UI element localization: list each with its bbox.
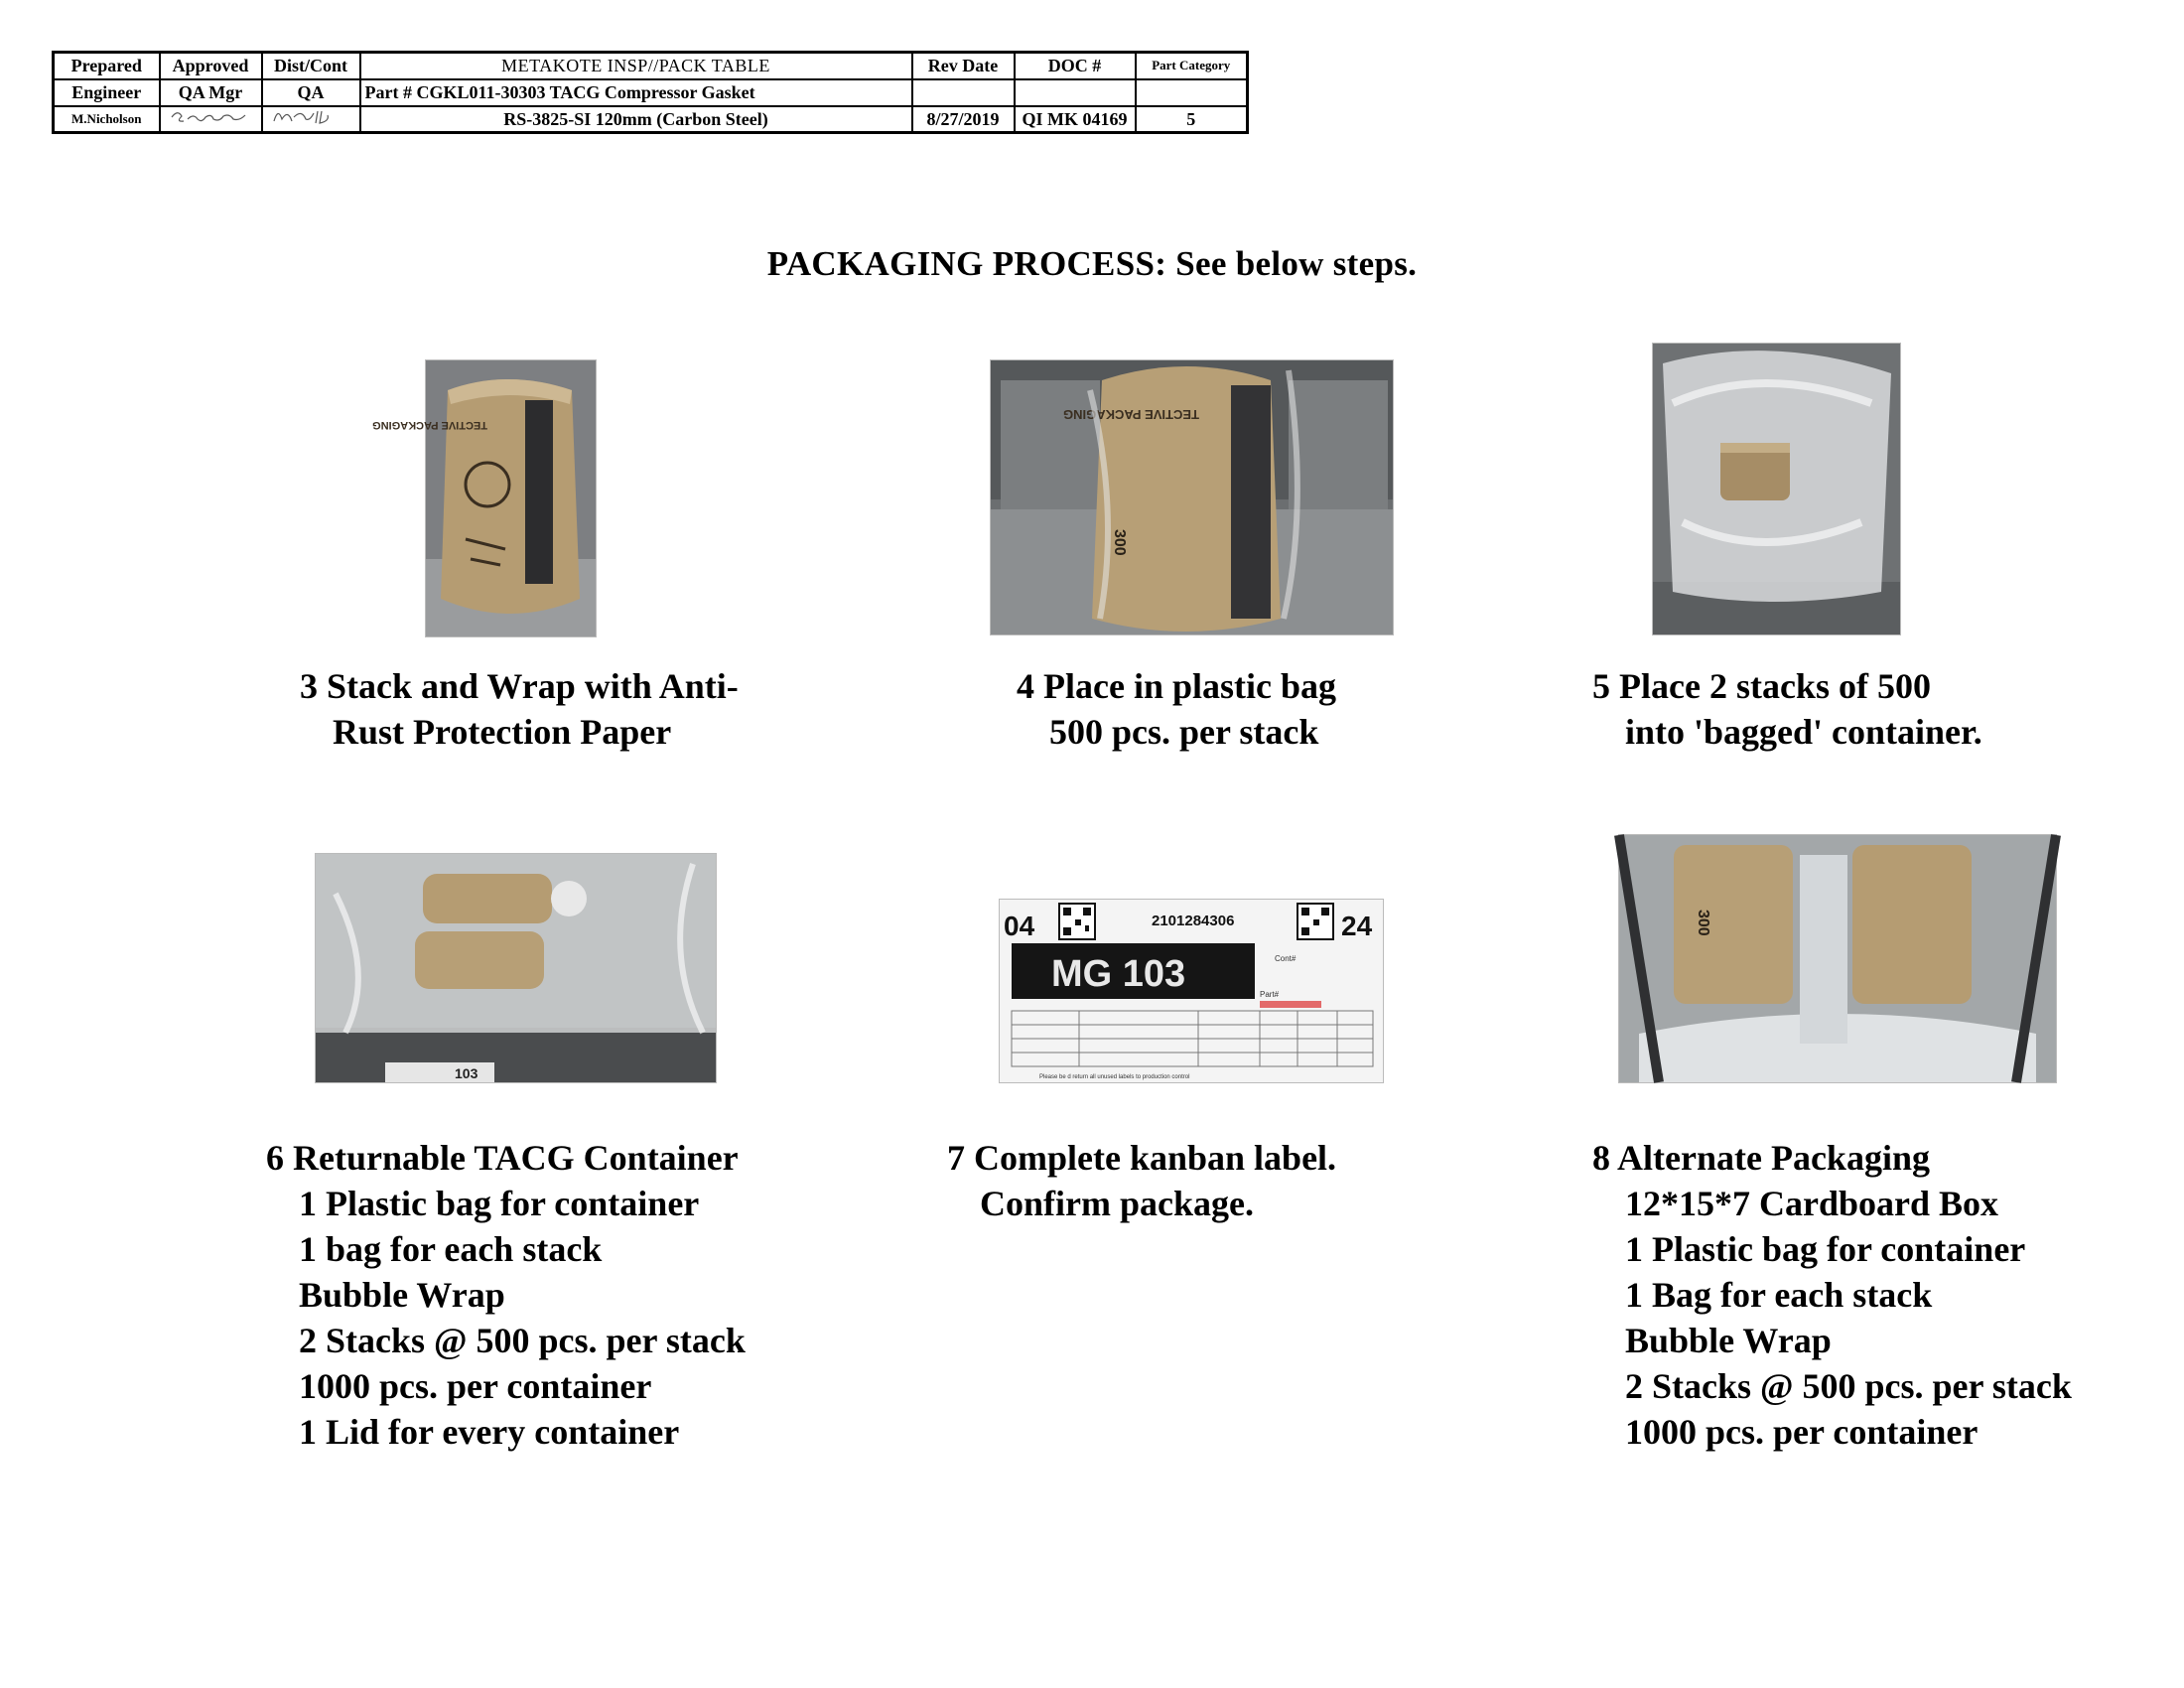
step-8-line-5: Bubble Wrap <box>1625 1321 1832 1360</box>
step-4-caption <box>1017 663 1336 755</box>
kanban-cont-label: Cont# <box>1275 954 1297 963</box>
kanban-barcode-number: 2101284306 <box>1152 913 1235 929</box>
kanban-left-number: 04 <box>1004 911 1035 941</box>
dist-cont-signature <box>262 106 360 133</box>
rev-date-blank <box>912 79 1015 106</box>
step-6-line-4: Bubble Wrap <box>299 1275 505 1315</box>
kanban-footer-text: Please be d return all unused labels to production control <box>1039 1074 1190 1080</box>
dist-cont-role: QA <box>262 79 360 106</box>
step-7-caption <box>947 1135 1336 1226</box>
step-3-line-1: Stack and Wrap with Anti- <box>327 666 739 706</box>
step-8-line-2: 12*15*7 Cardboard Box <box>1625 1184 1999 1223</box>
roll-mark-text-2: 300 <box>1695 910 1711 936</box>
part-category-blank <box>1136 79 1248 106</box>
step-3-number: 3 <box>300 666 318 706</box>
header-row-3 <box>54 106 1248 133</box>
kanban-right-number: 24 <box>1341 911 1373 941</box>
header-row-1 <box>54 53 1248 79</box>
step-4-line-1: Place in plastic bag <box>1043 666 1336 706</box>
document-header-table <box>52 51 1249 134</box>
step-8-caption <box>1592 1135 2072 1455</box>
step-7-line-2: Confirm package. <box>980 1184 1254 1223</box>
step-6-number: 6 <box>266 1138 284 1178</box>
roll-mark-text: 300 <box>1111 529 1128 556</box>
rev-date-header: Rev Date <box>912 53 1015 79</box>
part-category-value: 5 <box>1136 106 1248 133</box>
part-number: Part # CGKL011-30303 TACG Compressor Gasket <box>360 79 912 106</box>
photo-step-3-wrapped-stack <box>372 359 597 637</box>
doc-number-value: QI MK 04169 <box>1015 106 1136 133</box>
wrap-print-text: TECTIVE PACKAGING <box>372 419 487 431</box>
step-4-line-2: 500 pcs. per stack <box>1049 712 1319 752</box>
step-8-line-3: 1 Plastic bag for container <box>1625 1229 2026 1269</box>
prepared-header: Prepared <box>54 53 160 79</box>
approved-role: QA Mgr <box>160 79 262 106</box>
step-5-line-2: into 'bagged' container. <box>1625 712 1982 752</box>
step-6-line-5: 2 Stacks @ 500 pcs. per stack <box>299 1321 746 1360</box>
material-spec: RS-3825-SI 120mm (Carbon Steel) <box>360 106 912 133</box>
photo-step-4-plastic-bag <box>990 359 1394 635</box>
page-title: PACKAGING PROCESS: See below steps. <box>766 244 1418 283</box>
part-category-header: Part Category <box>1136 53 1248 79</box>
header-row-2 <box>54 79 1248 106</box>
step-6-line-6: 1000 pcs. per container <box>299 1366 652 1406</box>
kanban-code: MG 103 <box>1051 953 1186 995</box>
step-5-number: 5 <box>1592 666 1610 706</box>
step-7-number: 7 <box>947 1138 965 1178</box>
step-6-line-3: 1 bag for each stack <box>299 1229 603 1269</box>
table-title: METAKOTE INSP//PACK TABLE <box>360 53 912 79</box>
step-3-caption <box>300 663 739 755</box>
step-8-line-4: 1 Bag for each stack <box>1625 1275 1933 1315</box>
kanban-part-label: Part# <box>1260 990 1280 999</box>
step-8-line-7: 1000 pcs. per container <box>1625 1412 1979 1452</box>
step-6-line-1: Returnable TACG Container <box>293 1138 739 1178</box>
step-3-line-2: Rust Protection Paper <box>333 712 672 752</box>
photo-step-7-kanban-label <box>999 899 1384 1083</box>
step-7-line-1: Complete kanban label. <box>974 1138 1337 1178</box>
step-6-line-7: 1 Lid for every container <box>299 1412 680 1452</box>
signature-z-brown <box>168 107 253 125</box>
approved-signature <box>160 106 262 133</box>
photo-step-8-cardboard-box <box>1618 834 2057 1083</box>
container-number-text: 103 <box>455 1065 478 1081</box>
photo-step-5-bagged-container <box>1652 343 1901 635</box>
prepared-name: M.Nicholson <box>54 106 160 133</box>
step-8-line-1: Alternate Packaging <box>1617 1138 1930 1178</box>
dist-cont-header: Dist/Cont <box>262 53 360 79</box>
step-5-caption <box>1592 663 1982 755</box>
step-5-line-1: Place 2 stacks of 500 <box>1619 666 1931 706</box>
doc-number-header: DOC # <box>1015 53 1136 79</box>
rev-date-value: 8/27/2019 <box>912 106 1015 133</box>
step-8-number: 8 <box>1592 1138 1610 1178</box>
photo-step-6-returnable-container <box>315 853 717 1083</box>
step-4-number: 4 <box>1017 666 1034 706</box>
doc-number-blank <box>1015 79 1136 106</box>
step-6-caption <box>266 1135 746 1455</box>
signature-qa <box>268 107 353 125</box>
wrap-print-text-2: TECTIVE PACKAGING <box>1063 407 1199 422</box>
prepared-role: Engineer <box>54 79 160 106</box>
approved-header: Approved <box>160 53 262 79</box>
step-6-line-2: 1 Plastic bag for container <box>299 1184 700 1223</box>
step-8-line-6: 2 Stacks @ 500 pcs. per stack <box>1625 1366 2072 1406</box>
